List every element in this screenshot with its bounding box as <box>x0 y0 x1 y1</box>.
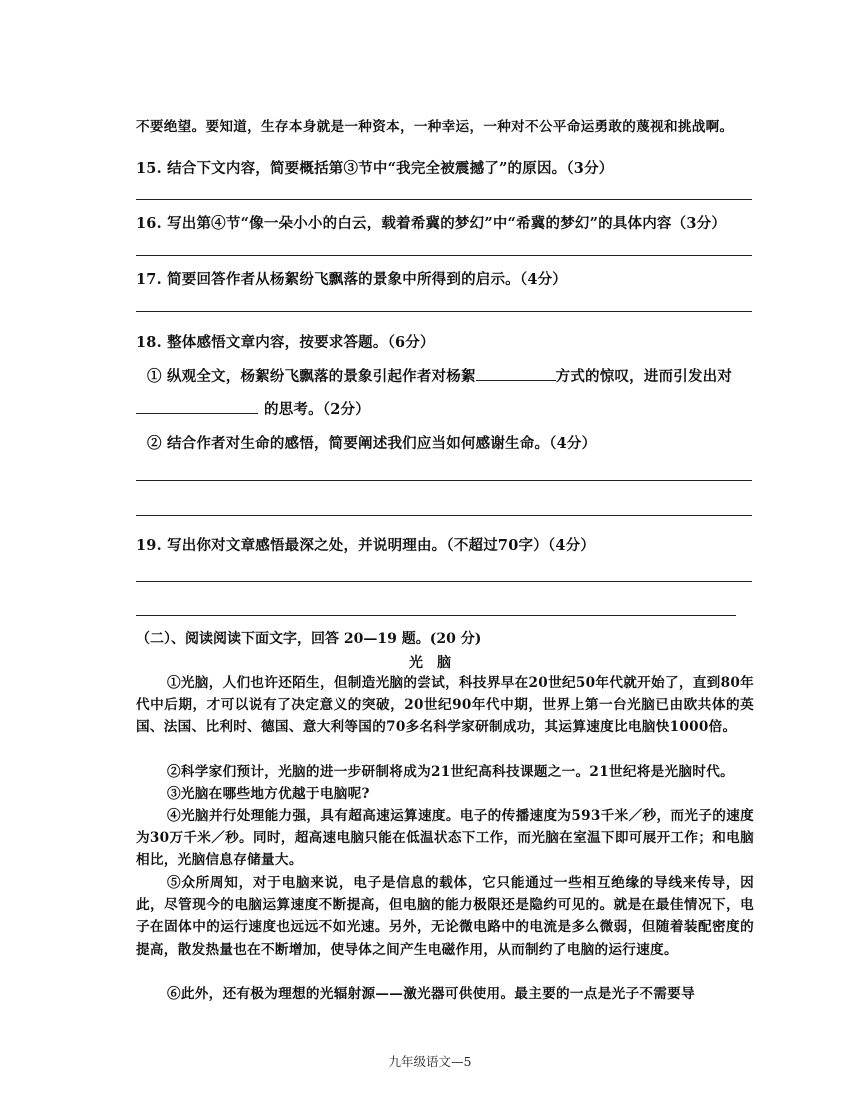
question-18-part-2: ② 结合作者对生命的感悟，简要阐述我们应当如何感谢生命。（4分） <box>147 435 597 452</box>
intro-paragraph: 不要绝望。要知道，生存本身就是一种资本，一种幸运，一种对不公平命运勇敢的蔑视和挑战啊。 <box>136 119 734 135</box>
article-paragraph-1: ①光脑，人们也许还陌生，但制造光脑的尝试，科技界早在20世纪50年代就开始了，直到80年代中后期，才可以说有了决定意义的突破，20世纪90年代中期，世界上第一台光脑已由欧共体的英国、法国、比利时、德国、意大利等国的70多名科学家研制成功，其运算速度比电脑快1000倍。 <box>136 675 754 736</box>
question-18-1-text-b: 方式的惊叹，进而引发出对 <box>555 368 733 385</box>
fill-blank-1[interactable] <box>476 364 556 381</box>
article-paragraph-2: ②科学家们预计，光脑的进一步研制将成为21世纪高科技课题之一。21世纪将是光脑时代。 <box>167 764 734 780</box>
article-paragraph-3: ③光脑在哪些地方优越于电脑呢? <box>167 786 370 802</box>
article-paragraph-4: ④光脑并行处理能力强，具有超高速运算速度。电子的传播速度为593千米／秒，而光子的速度为30万千米／秒。同时，超高速电脑只能在低温状态下工作，而光脑在室温下即可展开工作；和电脑相比，光脑信息存储量大。 <box>136 808 754 869</box>
question-17: 17. 简要回答作者从杨絮纷飞飘落的景象中所得到的启示。（4分） <box>136 271 568 288</box>
article-title: 光 脑 <box>409 655 451 671</box>
fill-blank-2[interactable] <box>136 397 258 414</box>
article-paragraph-6: ⑥此外，还有极为理想的光辐射源——激光器可供使用。最主要的一点是光子不需要导 <box>167 986 695 1002</box>
question-19: 19. 写出你对文章感悟最深之处，并说明理由。（不超过70字）（4分） <box>136 537 596 554</box>
answer-line-17[interactable] <box>136 311 752 312</box>
answer-line-16[interactable] <box>136 255 752 256</box>
question-18-1-text-a: ① 纵观全文，杨絮纷飞飘落的景象引起作者对杨絮 <box>147 368 476 385</box>
question-18-1-text-c: 的思考。（2分） <box>264 401 370 418</box>
question-18: 18. 整体感悟文章内容，按要求答题。（6分） <box>136 334 435 351</box>
answer-line-19b[interactable] <box>136 615 736 616</box>
article-paragraph-5: ⑤众所周知，对于电脑来说，电子是信息的载体，它只能通过一些相互绝缘的导线来传导，因此，尽管现今的电脑运算速度不断提高，但电脑的能力极限还是隐约可见的。就是在最佳情况下，电子在固体中的运行速度也远远不如光速。另外，无论微电路中的电流是多么微弱，但随着装配密度的提高，散发热量也在不断增加，使导体之间产生电磁作用，从而制约了电脑的运行速度。 <box>136 875 754 958</box>
answer-line-18b[interactable] <box>136 515 752 516</box>
answer-line-19a[interactable] <box>136 581 752 582</box>
question-18-part-1-cont <box>136 397 370 419</box>
question-15: 15. 结合下文内容，简要概括第③节中“我完全被震撼了”的原因。（3分） <box>136 160 614 177</box>
question-16: 16. 写出第④节“像一朵小小的白云，载着希冀的梦幻”中“希冀的梦幻”的具体内容（3分） <box>136 215 727 232</box>
section-2-heading: （二）、阅读阅读下面文字，回答 20—19 题。(20 分) <box>136 631 482 647</box>
question-18-part-1 <box>147 364 732 386</box>
page-footer: 九年级语文—5 <box>388 1054 472 1069</box>
answer-line-18a[interactable] <box>136 480 752 481</box>
answer-line-15[interactable] <box>136 199 752 200</box>
